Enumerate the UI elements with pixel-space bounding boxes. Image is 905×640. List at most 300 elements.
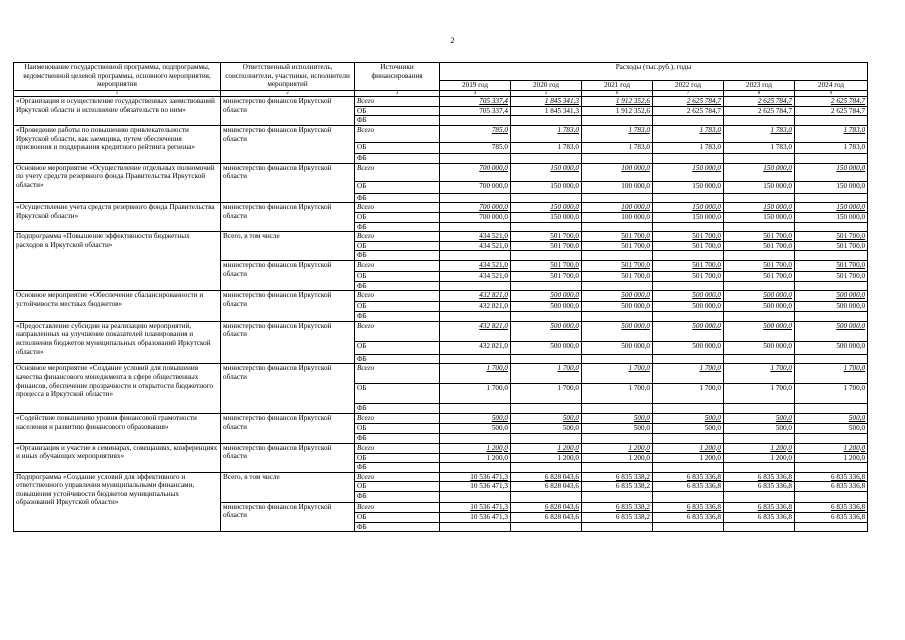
expense-value: 10 536 471,3 — [440, 472, 511, 482]
expense-value — [795, 193, 868, 203]
expense-value: 150 000,0 — [795, 212, 868, 222]
expense-value: 500 000,0 — [724, 341, 795, 354]
column-index: 9 — [795, 91, 868, 97]
expense-value: 501 700,0 — [511, 241, 582, 251]
expense-value: 1 700,0 — [795, 364, 868, 384]
expense-value: 1 783,0 — [795, 126, 868, 143]
expense-value: 1 783,0 — [582, 126, 653, 143]
funding-source: Всего — [355, 203, 440, 213]
expense-value: 500 000,0 — [795, 341, 868, 354]
funding-source: ФБ — [355, 312, 440, 322]
expense-value — [511, 193, 582, 203]
executor: Всего, в том числе — [221, 472, 355, 502]
expense-value — [795, 354, 868, 364]
expense-value: 500 000,0 — [653, 291, 724, 302]
expense-value: 2 625 784,7 — [653, 106, 724, 116]
expense-value: 10 536 471,3 — [440, 512, 511, 522]
funding-source: ФБ — [355, 354, 440, 364]
expense-value: 1 700,0 — [795, 384, 868, 404]
expense-value: 1 200,0 — [724, 443, 795, 453]
column-index: 2 — [221, 91, 355, 97]
expense-value: 500 000,0 — [724, 321, 795, 341]
expense-value — [511, 522, 582, 532]
expense-value: 1 783,0 — [795, 143, 868, 154]
expense-value: 432 821,0 — [440, 341, 511, 354]
expense-value — [795, 154, 868, 164]
expense-value: 500 000,0 — [653, 341, 724, 354]
funding-source: Всего — [355, 443, 440, 453]
expense-value: 1 200,0 — [582, 443, 653, 453]
column-index: 5 — [511, 91, 582, 97]
expense-value — [653, 522, 724, 532]
executor: министерство финансов Иркутской области — [221, 443, 355, 472]
expense-value — [440, 116, 511, 126]
expense-value — [582, 251, 653, 261]
funding-source: ФБ — [355, 281, 440, 291]
funding-source: ФБ — [355, 404, 440, 414]
expense-value: 150 000,0 — [653, 181, 724, 193]
funding-source: ОБ — [355, 341, 440, 354]
table-row — [14, 321, 868, 341]
expense-value: 6 835 336,8 — [795, 512, 868, 522]
expense-value: 150 000,0 — [795, 163, 868, 181]
expense-value: 6 828 043,6 — [511, 472, 582, 482]
expense-value — [795, 491, 868, 502]
expense-value — [440, 312, 511, 322]
funding-source: Всего — [355, 413, 440, 423]
program-name: Основное мероприятие «Обеспечение сбалансированности и устойчивости местных бюджетов» — [14, 291, 221, 322]
expense-value — [511, 281, 582, 291]
expense-value: 1 200,0 — [724, 453, 795, 463]
expense-value — [724, 251, 795, 261]
expense-value: 500 000,0 — [582, 302, 653, 312]
expense-value — [440, 154, 511, 164]
funding-source: ФБ — [355, 433, 440, 443]
header-expenses: Расходы (тыс.руб.), годы — [440, 63, 868, 81]
expense-value: 500 000,0 — [582, 341, 653, 354]
expense-value — [795, 222, 868, 232]
funding-source: ОБ — [355, 453, 440, 463]
expense-value — [724, 354, 795, 364]
expense-value: 1 700,0 — [653, 364, 724, 384]
expense-value — [653, 251, 724, 261]
expense-value: 700 000,0 — [440, 203, 511, 213]
expense-value: 10 536 471,3 — [440, 482, 511, 492]
expense-value — [653, 312, 724, 322]
expense-value — [582, 491, 653, 502]
expense-value — [582, 281, 653, 291]
funding-source: Всего — [355, 364, 440, 384]
expense-value — [440, 404, 511, 414]
header-name: Наименование государственной программы, подпрограммы, ведомственной целевой программы, основного мероприятия, мероприятия — [14, 63, 221, 91]
expense-value — [653, 281, 724, 291]
expense-value — [582, 522, 653, 532]
expense-value: 705 337,4 — [440, 97, 511, 107]
expense-value — [795, 251, 868, 261]
expense-value: 501 700,0 — [511, 232, 582, 242]
expense-value — [440, 251, 511, 261]
expense-value — [440, 463, 511, 473]
funding-source: ОБ — [355, 271, 440, 281]
expense-value — [511, 251, 582, 261]
expense-value — [795, 404, 868, 414]
expense-value: 6 835 336,8 — [653, 472, 724, 482]
expense-value: 501 700,0 — [511, 271, 582, 281]
expense-value: 1 700,0 — [653, 384, 724, 404]
expense-value: 2 625 784,7 — [795, 106, 868, 116]
expense-value: 501 700,0 — [582, 232, 653, 242]
expense-value: 1 200,0 — [440, 443, 511, 453]
expense-value: 6 835 336,8 — [653, 482, 724, 492]
expense-value: 1 700,0 — [440, 364, 511, 384]
expense-value: 501 700,0 — [795, 271, 868, 281]
expense-value — [653, 404, 724, 414]
program-name: «Проведение работы по повышению привлекательности Иркутской области, как заемщика, путем обеспечения присвоения и поддержания кредитного рейтинга региона» — [14, 126, 221, 164]
expense-value: 500 000,0 — [653, 321, 724, 341]
expense-value: 434 521,0 — [440, 271, 511, 281]
expense-value: 501 700,0 — [795, 260, 868, 271]
executor: министерство финансов Иркутской области — [221, 203, 355, 232]
expense-value — [724, 193, 795, 203]
executor: министерство финансов Иркутской области — [221, 260, 355, 290]
executor: министерство финансов Иркутской области — [221, 364, 355, 414]
expense-value: 500,0 — [582, 413, 653, 423]
expense-value — [440, 491, 511, 502]
expense-value — [653, 193, 724, 203]
expense-value: 785,0 — [440, 126, 511, 143]
expense-value: 501 700,0 — [653, 241, 724, 251]
expense-value — [440, 281, 511, 291]
table-row — [14, 364, 868, 384]
expense-value: 500,0 — [724, 423, 795, 433]
funding-source: ОБ — [355, 512, 440, 522]
expense-value — [653, 463, 724, 473]
expense-value: 500,0 — [795, 423, 868, 433]
funding-source: Всего — [355, 472, 440, 482]
funding-source: ОБ — [355, 302, 440, 312]
executor: министерство финансов Иркутской области — [221, 126, 355, 164]
expense-value — [582, 116, 653, 126]
expense-value — [440, 193, 511, 203]
expense-value — [795, 522, 868, 532]
expense-value: 500 000,0 — [511, 321, 582, 341]
program-name: «Содействие повышению уровня финансовой грамотности населения и развитию финансового образования» — [14, 413, 221, 443]
funding-source: Всего — [355, 291, 440, 302]
column-index: 6 — [582, 91, 653, 97]
expense-value: 500 000,0 — [724, 291, 795, 302]
funding-source: ОБ — [355, 482, 440, 492]
header-year: 2024 год — [795, 81, 868, 91]
expense-value: 501 700,0 — [582, 241, 653, 251]
expense-value: 10 536 471,3 — [440, 502, 511, 512]
expense-value — [440, 522, 511, 532]
funding-source: ФБ — [355, 154, 440, 164]
expense-value: 1 700,0 — [582, 364, 653, 384]
expense-value — [582, 463, 653, 473]
expense-value: 1 783,0 — [582, 143, 653, 154]
expense-value — [653, 354, 724, 364]
expense-value: 2 625 784,7 — [724, 106, 795, 116]
expense-value — [724, 154, 795, 164]
funding-source: ФБ — [355, 251, 440, 261]
expense-value: 6 828 043,6 — [511, 482, 582, 492]
expense-value: 6 835 336,8 — [795, 502, 868, 512]
funding-source: ОБ — [355, 384, 440, 404]
expense-value: 150 000,0 — [511, 212, 582, 222]
expense-value: 500,0 — [653, 423, 724, 433]
expense-value — [795, 281, 868, 291]
funding-source: Всего — [355, 321, 440, 341]
table-row — [14, 413, 868, 423]
expense-value: 1 700,0 — [511, 364, 582, 384]
expense-value: 501 700,0 — [582, 260, 653, 271]
expense-value — [511, 354, 582, 364]
expense-value: 6 835 336,8 — [795, 472, 868, 482]
expense-value — [511, 491, 582, 502]
column-index: 8 — [724, 91, 795, 97]
funding-source: ФБ — [355, 222, 440, 232]
expense-value: 501 700,0 — [724, 232, 795, 242]
expense-value: 6 835 338,2 — [582, 512, 653, 522]
expense-value: 500 000,0 — [511, 341, 582, 354]
expense-value: 1 700,0 — [511, 384, 582, 404]
expense-value: 6 835 336,8 — [724, 472, 795, 482]
expense-value: 500,0 — [724, 413, 795, 423]
expense-value: 1 783,0 — [653, 126, 724, 143]
program-name: Основное мероприятие «Осуществление отдельных полномочий по учету средств резервного фонда Правительства Иркутской области» — [14, 163, 221, 203]
expense-value — [653, 154, 724, 164]
expense-value: 6 835 336,8 — [653, 502, 724, 512]
executor: министерство финансов Иркутской области — [221, 163, 355, 203]
expense-value: 150 000,0 — [795, 181, 868, 193]
expense-value — [795, 116, 868, 126]
funding-source: Всего — [355, 260, 440, 271]
funding-source: ОБ — [355, 241, 440, 251]
expense-value — [795, 463, 868, 473]
expense-value — [724, 222, 795, 232]
expense-value — [511, 404, 582, 414]
expense-value: 432 821,0 — [440, 291, 511, 302]
program-name: «Организация и участие в семинарах, совещаниях, конференциях и иных обучающих мероприятиях» — [14, 443, 221, 472]
expense-value: 500,0 — [653, 413, 724, 423]
funding-source: ОБ — [355, 423, 440, 433]
expense-value: 1 200,0 — [653, 443, 724, 453]
expense-value: 500,0 — [582, 423, 653, 433]
program-name: «Предоставление субсидии на реализацию мероприятий, направленных на улучшение показателей планирования и исполнения бюджетов муниципальных образований Иркутской области» — [14, 321, 221, 364]
expense-value — [653, 222, 724, 232]
header-year: 2023 год — [724, 81, 795, 91]
expense-value: 1 700,0 — [724, 384, 795, 404]
expense-value: 434 521,0 — [440, 241, 511, 251]
table-row — [14, 291, 868, 302]
expense-value: 501 700,0 — [795, 241, 868, 251]
table-row — [14, 163, 868, 181]
funding-source: ФБ — [355, 116, 440, 126]
expense-value — [440, 222, 511, 232]
expense-value — [653, 491, 724, 502]
expense-value: 1 200,0 — [511, 443, 582, 453]
expense-value: 150 000,0 — [724, 212, 795, 222]
expense-value: 100 000,0 — [582, 212, 653, 222]
program-name: Основное мероприятие «Создание условий для повышения качества финансового менеджмента в сфере общественных финансов, обеспечение прозрачности и открытости бюджетного процесса в Иркутской области» — [14, 364, 221, 414]
expense-value: 501 700,0 — [724, 260, 795, 271]
column-index: 7 — [653, 91, 724, 97]
header-year: 2021 год — [582, 81, 653, 91]
budget-table — [13, 62, 868, 532]
expense-value — [511, 463, 582, 473]
expense-value: 501 700,0 — [653, 232, 724, 242]
expense-value: 6 835 336,8 — [724, 512, 795, 522]
expense-value: 2 625 784,7 — [795, 97, 868, 107]
expense-value: 150 000,0 — [653, 212, 724, 222]
expense-value — [724, 312, 795, 322]
expense-value: 1 912 352,6 — [582, 106, 653, 116]
expense-value — [653, 116, 724, 126]
column-index: 4 — [440, 91, 511, 97]
expense-value: 6 835 338,2 — [582, 472, 653, 482]
expense-value — [724, 433, 795, 443]
expense-value — [511, 154, 582, 164]
expense-value: 501 700,0 — [653, 260, 724, 271]
table-row — [14, 443, 868, 453]
expense-value: 500 000,0 — [795, 321, 868, 341]
expense-value: 1 200,0 — [440, 453, 511, 463]
expense-value: 6 835 336,8 — [724, 502, 795, 512]
funding-source: ОБ — [355, 143, 440, 154]
expense-value — [440, 354, 511, 364]
expense-value: 1 783,0 — [511, 143, 582, 154]
expense-value: 1 783,0 — [724, 143, 795, 154]
expense-value: 1 700,0 — [582, 384, 653, 404]
expense-value — [724, 491, 795, 502]
expense-value — [582, 312, 653, 322]
expense-value — [724, 281, 795, 291]
expense-value: 500,0 — [440, 413, 511, 423]
expense-value — [582, 154, 653, 164]
expense-value — [440, 433, 511, 443]
expense-value — [511, 116, 582, 126]
expense-value — [795, 433, 868, 443]
expense-value: 150 000,0 — [724, 163, 795, 181]
expense-value — [724, 463, 795, 473]
expense-value: 1 700,0 — [724, 364, 795, 384]
funding-source: ОБ — [355, 181, 440, 193]
expense-value: 500 000,0 — [582, 321, 653, 341]
expense-value: 500 000,0 — [511, 302, 582, 312]
expense-value: 1 912 352,6 — [582, 97, 653, 107]
expense-value: 1 783,0 — [724, 126, 795, 143]
table-row — [14, 97, 868, 107]
expense-value: 501 700,0 — [724, 271, 795, 281]
expense-value — [511, 312, 582, 322]
expense-value: 100 000,0 — [582, 163, 653, 181]
header-year: 2022 год — [653, 81, 724, 91]
executor: министерство финансов Иркутской области — [221, 413, 355, 443]
table-row — [14, 203, 868, 213]
expense-value — [582, 193, 653, 203]
expense-value: 2 625 784,7 — [653, 97, 724, 107]
expense-value: 434 521,0 — [440, 232, 511, 242]
program-name: Подпрограмма «Повышение эффективности бюджетных расходов в Иркутской области» — [14, 232, 221, 291]
funding-source: ФБ — [355, 463, 440, 473]
expense-value — [653, 433, 724, 443]
header-year: 2019 год — [440, 81, 511, 91]
program-name: «Организация и осуществление государственных заимствований Иркутской области и исполнение обязательств по ним» — [14, 97, 221, 126]
funding-source: Всего — [355, 232, 440, 242]
expense-value: 434 521,0 — [440, 260, 511, 271]
expense-value — [582, 404, 653, 414]
expense-value: 150 000,0 — [724, 181, 795, 193]
table-row — [14, 232, 868, 242]
expense-value: 500 000,0 — [724, 302, 795, 312]
expense-value: 1 783,0 — [511, 126, 582, 143]
program-name: Подпрограмма «Создание условий для эффективного и ответственного управления муниципальными финансами, повышения устойчивости бюджетов муниципальных образований Иркутской области» — [14, 472, 221, 532]
expense-value: 432 821,0 — [440, 302, 511, 312]
header-sources: Источники финансирования — [355, 63, 440, 91]
funding-source: ОБ — [355, 212, 440, 222]
expense-value: 1 845 341,3 — [511, 106, 582, 116]
expense-value: 700 000,0 — [440, 163, 511, 181]
expense-value — [582, 222, 653, 232]
funding-source: ОБ — [355, 106, 440, 116]
expense-value: 785,0 — [440, 143, 511, 154]
expense-value — [724, 522, 795, 532]
executor: министерство финансов Иркутской области — [221, 291, 355, 322]
expense-value — [582, 354, 653, 364]
expense-value: 500 000,0 — [795, 302, 868, 312]
column-index: 1 — [14, 91, 221, 97]
program-name: «Осуществление учета средств резервного фонда Правительства Иркутской области» — [14, 203, 221, 232]
funding-source: ФБ — [355, 193, 440, 203]
expense-value: 500 000,0 — [653, 302, 724, 312]
executor: министерство финансов Иркутской области — [221, 502, 355, 532]
funding-source: Всего — [355, 502, 440, 512]
executor: министерство финансов Иркутской области — [221, 321, 355, 364]
expense-value: 700 000,0 — [440, 181, 511, 193]
expense-value: 700 000,0 — [440, 212, 511, 222]
expense-value: 150 000,0 — [795, 203, 868, 213]
expense-value: 150 000,0 — [511, 203, 582, 213]
executor: министерство финансов Иркутской области — [221, 97, 355, 126]
expense-value: 501 700,0 — [724, 241, 795, 251]
expense-value — [511, 433, 582, 443]
expense-value: 500 000,0 — [795, 291, 868, 302]
funding-source: Всего — [355, 97, 440, 107]
expense-value: 150 000,0 — [724, 203, 795, 213]
expense-value: 1 200,0 — [653, 453, 724, 463]
funding-source: Всего — [355, 126, 440, 143]
expense-value: 501 700,0 — [511, 260, 582, 271]
header-executor: Ответственный исполнитель, соисполнители, участники, исполнители мероприятий — [221, 63, 355, 91]
expense-value: 500,0 — [795, 413, 868, 423]
table-row — [14, 472, 868, 482]
expense-value — [795, 312, 868, 322]
expense-value: 100 000,0 — [582, 203, 653, 213]
expense-value: 6 835 336,8 — [724, 482, 795, 492]
expense-value: 1 200,0 — [582, 453, 653, 463]
expense-value: 6 835 338,2 — [582, 482, 653, 492]
expense-value: 6 835 336,8 — [653, 512, 724, 522]
expense-value: 500,0 — [440, 423, 511, 433]
expense-value: 1 200,0 — [795, 443, 868, 453]
expense-value: 150 000,0 — [511, 181, 582, 193]
funding-source: ФБ — [355, 522, 440, 532]
expense-value: 705 337,4 — [440, 106, 511, 116]
expense-value: 501 700,0 — [582, 271, 653, 281]
expense-value: 1 200,0 — [795, 453, 868, 463]
expense-value: 6 828 043,6 — [511, 502, 582, 512]
expense-value: 6 828 043,6 — [511, 512, 582, 522]
